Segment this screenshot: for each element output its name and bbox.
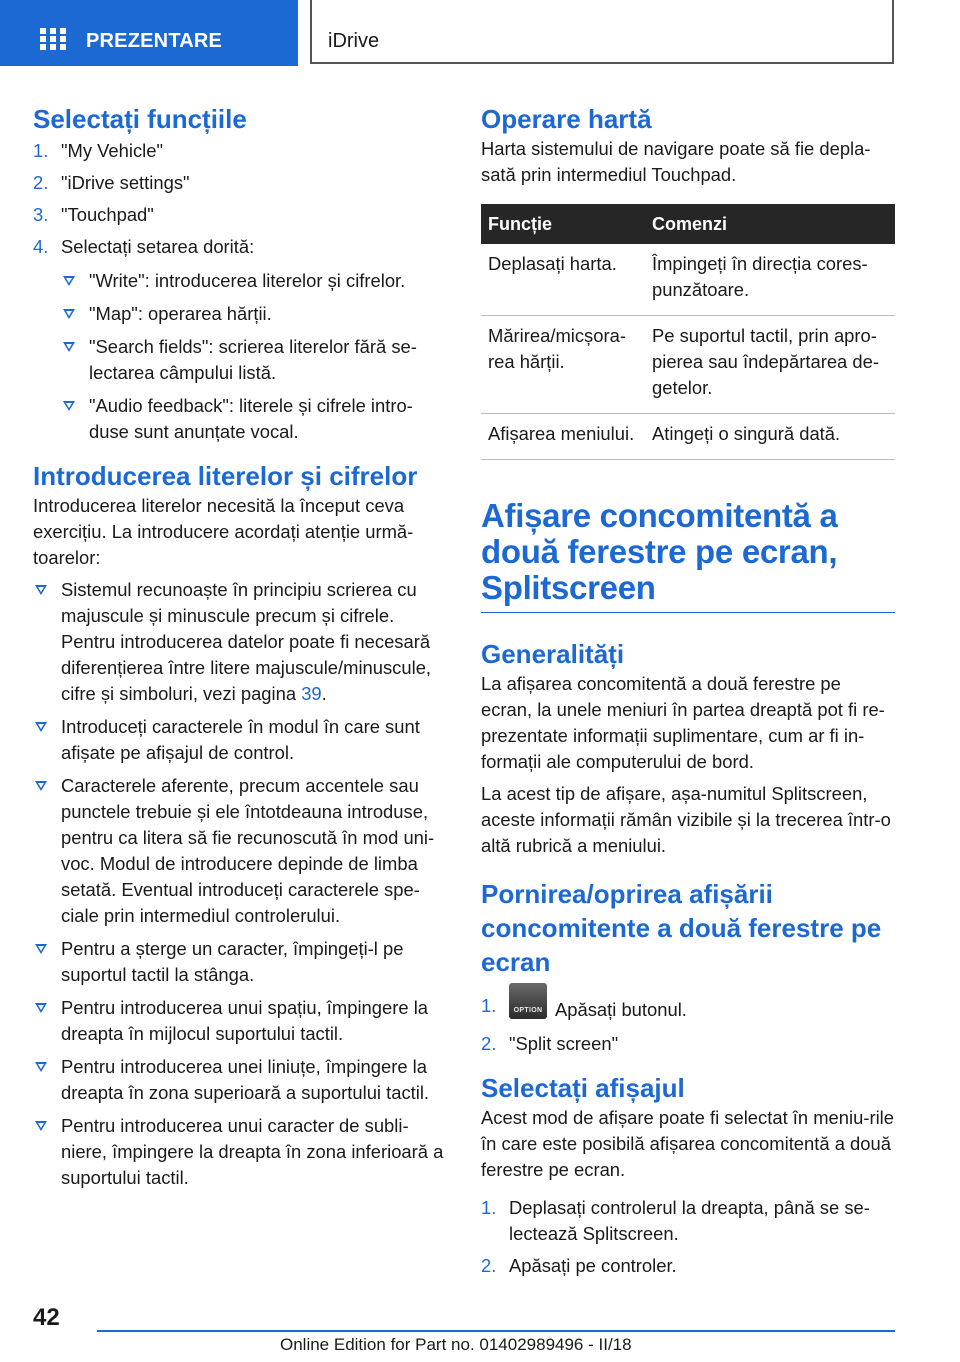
table-cell: Pe suportul tactil, prin apro-pierea sau îndepărtarea de-getelor. (645, 316, 895, 414)
footer-divider (97, 1330, 895, 1332)
list-item: Pentru introducerea unui caracter de subli-niere, împingere la dreapta în zona inferioară a suportului tactil. (33, 1113, 448, 1191)
table-cell: Mărirea/micșora-rea hărții. (481, 316, 645, 414)
toggle-steps-list (481, 993, 895, 1057)
triangle-bullet-icon (35, 1062, 47, 1072)
triangle-bullet-icon (63, 342, 75, 352)
list-item: 1. OPTION Apăsați butonul. (481, 993, 895, 1029)
triangle-bullet-icon (35, 1121, 47, 1131)
splitscreen-heading-block (481, 498, 895, 613)
triangle-bullet-icon (63, 276, 75, 286)
table-row (481, 316, 895, 414)
list-item: Pentru introducerea unei liniuțe, împingere la dreapta în zona superioară a suportului tactil. (33, 1054, 448, 1106)
triangle-bullet-icon (35, 1003, 47, 1013)
map-intro: Harta sistemului de navigare poate să fie depla-sată prin intermediul Touchpad. (481, 138, 871, 185)
list-item: Sistemul recunoaște în principiu scrierea cu majuscule și minuscule precum și cifrele. Pentru introducerea datelor poate fi necesară diferențierea între litere majuscule/minuscule, cifre și simboluri, vezi pagina 39. (33, 577, 448, 707)
heading-letters-digits: Introducerea literelor și cifrelor (33, 461, 418, 491)
table-cell: Atingeți o singură dată. (645, 414, 895, 460)
list-item: 1. "My Vehicle" (33, 140, 163, 161)
table-cell: Afișarea meniului. (481, 414, 645, 460)
table-cell: Împingeți în direcția cores-punzătoare. (645, 244, 895, 316)
select-steps-list (33, 138, 448, 445)
table-header-row (481, 204, 895, 244)
setting-options-list (61, 268, 448, 445)
list-item: 1. Deplasați controlerul la dreapta, până se se-lectează Splitscreen. (481, 1197, 870, 1244)
table-row (481, 414, 895, 460)
general-paragraph-1: La afișarea concomitentă a două ferestre pe ecran, la unele meniuri în partea dreaptă pot fi re-prezentate informații suplimentare, cum ar fi in-formații ale computerului de bord. (481, 673, 885, 772)
list-item: "Audio feedback": literele și cifrele intro-duse sunt anunțate vocal. (61, 393, 448, 445)
general-paragraph-2: La acest tip de afișare, așa-numitul Splitscreen, aceste informații rămân vizibile și la trecerea într-o altă rubrică a meniului. (481, 783, 891, 856)
left-column (33, 102, 448, 1198)
list-item: 2. Apăsați pe controler. (481, 1255, 677, 1276)
right-column (481, 102, 895, 1285)
heading-map-operation: Operare hartă (481, 104, 652, 134)
list-item: Introduceți caracterele în modul în care sunt afișate pe afișajul de control. (33, 714, 448, 766)
column-header-commands: Comenzi (645, 204, 895, 244)
heading-select-functions: Selectați funcțiile (33, 104, 247, 134)
triangle-bullet-icon (35, 722, 47, 732)
list-item: 3. "Touchpad" (33, 204, 154, 225)
list-item: 2. "iDrive settings" (33, 172, 190, 193)
list-item: Pentru introducerea unui spațiu, împingere la dreapta în mijlocul suportului tactil. (33, 995, 448, 1047)
option-button-icon: OPTION (509, 983, 547, 1019)
list-item: 4. Selectați setarea dorită: "Write": introducerea literelor și cifrelor. "Map": operarea hărții. "Search fields": scrierea literelor fără se-lectarea câmpului listă. "Audio feedback": literele și cifrele intro-duse sunt anunțate vocal. (33, 234, 448, 445)
chapter-title: iDrive (328, 30, 380, 52)
page-link[interactable]: 39 (301, 683, 322, 704)
table-cell: Deplasați harta. (481, 244, 645, 316)
triangle-bullet-icon (35, 585, 47, 595)
section-tab[interactable] (0, 0, 298, 66)
section-tab-label: PREZENTARE (86, 30, 223, 52)
list-item: "Write": introducerea literelor și cifrelor. (61, 268, 448, 294)
chapter-header (310, 0, 894, 64)
list-item: "Map": operarea hărții. (61, 301, 448, 327)
triangle-bullet-icon (63, 309, 75, 319)
map-operations-table (481, 204, 895, 460)
list-item: Pentru a șterge un caracter, împingeți-l pe suportul tactil la stânga. (33, 936, 448, 988)
heading-toggle-splitscreen: Pornirea/oprirea afișării concomitente a două ferestre pe ecran (481, 879, 882, 977)
triangle-bullet-icon (63, 401, 75, 411)
triangle-bullet-icon (35, 944, 47, 954)
heading-general: Generalități (481, 639, 625, 669)
select-display-steps (481, 1195, 895, 1279)
footer-edition: Online Edition for Part no. 01402989496 - II/18 (280, 1335, 632, 1354)
heading-select-display: Selectați afișajul (481, 1073, 685, 1103)
page-number: 42 (33, 1304, 60, 1331)
heading-splitscreen: Afișare concomitentă a două ferestre pe ecran, Splitscreen (481, 497, 838, 606)
table-row (481, 244, 895, 316)
triangle-bullet-icon (35, 781, 47, 791)
column-header-function: Funcție (481, 204, 645, 244)
select-intro: Acest mod de afișare poate fi selectat în meniu-rile în care este posibilă afișarea concomitentă a două ferestre pe ecran. (481, 1107, 894, 1180)
letters-bullet-list (33, 577, 448, 1191)
grid-icon (40, 28, 66, 50)
letters-intro: Introducerea literelor necesită la început ceva exercițiu. La introducere acordați atenție urmă-toarelor: (33, 495, 414, 568)
list-item: 2. "Split screen" (481, 1033, 619, 1054)
list-item: Caracterele aferente, precum accentele sau punctele trebuie și ele întotdeauna introduse, pentru ca litera să fie recunoscută în mod uni-voc. Modul de introducere depinde de limba setată. Eventual introduceți caracterele spe-ciale prin intermediul controlerului. (33, 773, 448, 929)
list-item: "Search fields": scrierea literelor fără se-lectarea câmpului listă. (61, 334, 448, 386)
